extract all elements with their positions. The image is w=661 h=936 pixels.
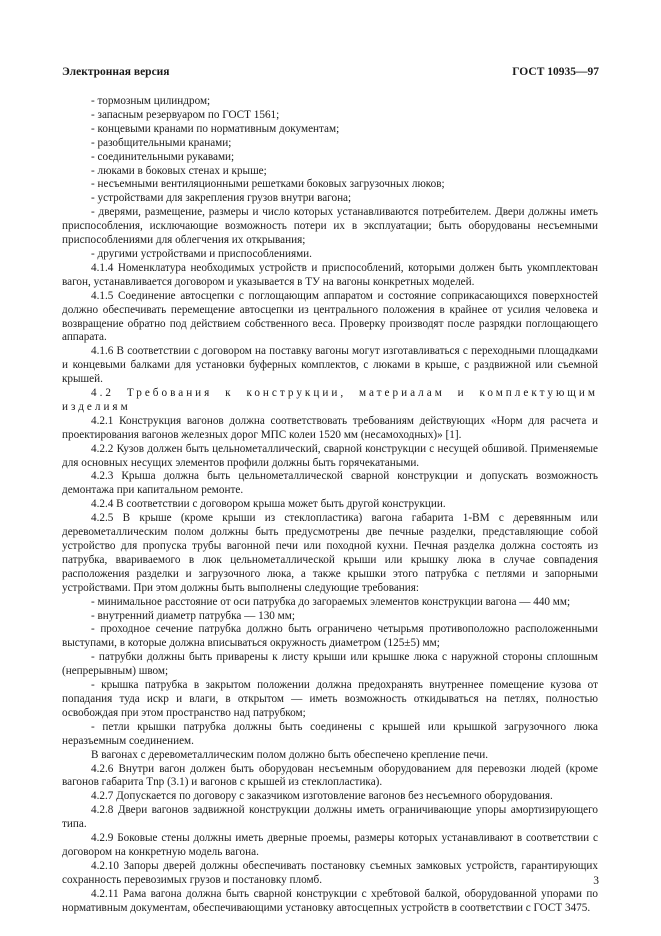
requirement-item: - крышка патрубка в закрытом положении должна предохранять внутреннее помещение кузова от попадания туда искр и влаги, в открытом — иметь возможность откидываться на петлях, полностью освобождая при этом пространство над патрубком; xyxy=(62,679,598,719)
requirement-item: - патрубки должны быть приварены к листу крыши или крышке люка с наружной стороны сплошным (непрерывным) швом; xyxy=(62,651,598,678)
requirement-item: - петли крышки патрубка должны быть соединены с крышей или крышкой загрузочного люка неразъемным соединением. xyxy=(62,720,598,747)
list-item: - запасным резервуаром по ГОСТ 1561; xyxy=(91,108,280,121)
stove-mount-note: В вагонах с деревометаллическим полом должно быть обеспечено крепление печи. xyxy=(91,748,489,761)
requirement-item: - внутренний диаметр патрубка — 130 мм; xyxy=(91,609,295,622)
list-item: - разобщительными кранами; xyxy=(91,136,232,149)
clause-4-1-5: 4.1.5 Соединение автосцепки с поглощающим аппаратом и состояние соприкасающихся поверхностей должно обеспечивать перемещение автосцепки из центрального положения в крайнее от усилия человека и возвращение обратно под действием собственного веса. Проверку производят после разрядки поглощающего аппарата. xyxy=(62,289,598,344)
clause-4-2-10: 4.2.10 Запоры дверей должны обеспечивать постановку съемных замковых устройств, гарантирующих сохранность перевозимых грузов и постановку пломб. xyxy=(62,859,598,886)
clause-4-2-1: 4.2.1 Конструкция вагонов должна соответствовать требованиям действующих «Норм для расчета и проектирования вагонов железных дорог МПС колеи 1520 мм (несамоходных)» [1]. xyxy=(62,414,598,441)
list-item-doors: - дверями, размещение, размеры и число которых устанавливаются потребителем. Двери должны иметь приспособления, исключающие возможность потери их в эксплуатации; быть оборудованы несъемными приспособлениями для облегчения их открывания; xyxy=(62,206,598,247)
list-item: - соединительными рукавами; xyxy=(91,150,235,163)
clause-4-2-6: 4.2.6 Внутри вагон должен быть оборудован несъемным оборудованием для перевозки людей (кроме вагонов габарита Tnp (3.1) и вагонов с крышей из стеклопластика). xyxy=(62,762,598,789)
list-item: - несъемными вентиляционными решетками боковых загрузочных люков; xyxy=(91,178,445,191)
clause-4-1-6: 4.1.6 В соответствии с договором на поставку вагоны могут изготавливаться с переходными площадками и концевыми балками для установки буферных комплектов, с люками в крыше, с раздвижной или съемной крышей. xyxy=(62,345,598,386)
list-item: - люками в боковых стенах и крыше; xyxy=(91,164,267,177)
clause-4-2-7: 4.2.7 Допускается по договору с заказчиком изготовление вагонов без несъемного оборудования. xyxy=(91,790,553,803)
list-item: - устройствами для закрепления грузов внутри вагона; xyxy=(91,192,352,205)
clause-4-1-4: 4.1.4 Номенклатура необходимых устройств и приспособлений, которыми должен быть укомплектован вагон, устанавливается договором и указывается в ТУ на вагоны конкретных моделей. xyxy=(62,261,598,288)
clause-4-2-3: 4.2.3 Крыша должна быть цельнометаллической сварной конструкции и допускать возможность демонтажа при капитальном ремонте. xyxy=(62,470,598,497)
page-number: 3 xyxy=(593,875,599,887)
header-edition-label: Электронная версия xyxy=(62,66,170,78)
document-body xyxy=(62,95,598,915)
clause-4-2-4: 4.2.4 В соответствии с договором крыша может быть другой конструкции. xyxy=(91,498,446,511)
clause-4-2-2: 4.2.2 Кузов должен быть цельнометаллический, сварной конструкции с несущей обшивой. Применяемые для основных несущих элементов профили должны быть горячекатаными. xyxy=(62,442,598,469)
clause-4-2-8: 4.2.8 Двери вагонов задвижной конструкции должны иметь ограничивающие упоры амортизирующего типа. xyxy=(62,804,598,831)
requirement-item: - минимальное расстояние от оси патрубка до загораемых элементов конструкции вагона — 440 мм; xyxy=(91,595,571,608)
clause-4-2-5: 4.2.5 В крыше (кроме крыши из стеклопластика) вагона габарита 1-ВМ с деревянным или деревометаллическим полом должны быть предусмотрены две печные разделки, представляющие собой устройство для пропуска трубы вагонной печи или походной кухни. Печная разделка должна состоять из патрубка, вваривaемого в люк цельнометаллической крыши или крышку люка в случае совпадения расположения разделки и загрузочного люка, а также крышки этого патрубка с петлями и запорными устройствами. При этом должны быть выполнены следующие требования: xyxy=(62,512,598,594)
list-item: - тормозным цилиндром; xyxy=(91,95,211,107)
clause-4-2-11: 4.2.11 Рама вагона должна быть сварной конструкции с хребтовой балкой, оборудованной упорами по нормативным документам, обеспечивающими установку автосцепных устройств в соответствии с ГОСТ 3475. xyxy=(62,887,598,914)
section-heading-4-2: 4.2 Требования к конструкции, материалам и комплектующим изделиям xyxy=(62,387,598,413)
header-standard-number: ГОСТ 10935—97 xyxy=(512,66,599,78)
list-item-other: - другими устройствами и приспособлениями. xyxy=(91,247,312,260)
clause-4-2-9: 4.2.9 Боковые стены должны иметь дверные проемы, размеры которых устанавливают в соответствии с договором на конкретную модель вагона. xyxy=(62,832,598,858)
list-item: - концевыми кранами по нормативным документам; xyxy=(91,122,340,135)
requirement-item: - проходное сечение патрубка должно быть ограничено четырьмя противоположно расположенными выступами, в которые должна вписываться окружность диаметром (125±5) мм; xyxy=(62,623,598,650)
